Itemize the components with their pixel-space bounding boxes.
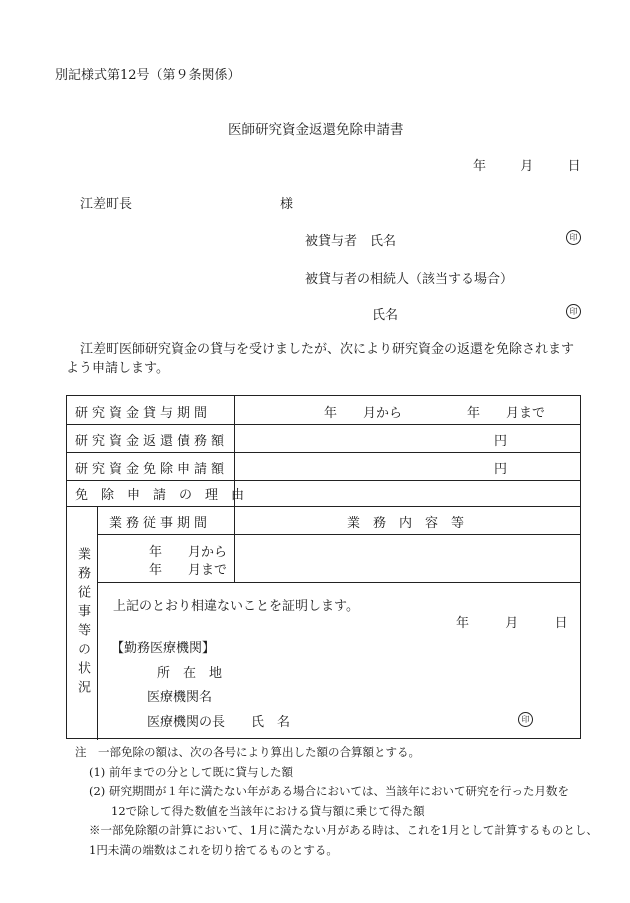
cert-day: 日 (554, 616, 568, 631)
work-to-field[interactable]: 年 月まで (149, 563, 228, 578)
work-from-field[interactable]: 年 月から (149, 545, 228, 560)
addressee-honorific: 様 (280, 197, 294, 212)
application-date (473, 155, 581, 174)
note-rule-line2: 1円未満の端数はこれを切り捨てるものとする。 (89, 842, 338, 857)
intro-paragraph: 江差町医師研究資金の貸与を受けましたが、次により研究資金の返還を免除されますよう申請します。 (66, 342, 575, 376)
notes-section (75, 743, 598, 860)
loan-period-field[interactable]: 年 月から 年 月まで (324, 406, 546, 421)
date-year: 年 (473, 159, 487, 174)
note-head: 注 一部免除の額は、次の各号により算出した額の合算額とする。 (75, 745, 420, 759)
exempt-amount-label: 研究資金免除申請額 (75, 462, 229, 477)
repay-amount-unit: 円 (494, 434, 508, 449)
cert-year: 年 (456, 616, 470, 631)
exempt-amount-unit: 円 (494, 462, 508, 477)
document-title: 医師研究資金返還免除申請書 (228, 122, 404, 138)
heir-label: 被貸与者の相続人（該当する場合） (305, 272, 514, 287)
date-day: 日 (567, 159, 581, 174)
form-number: 別記様式第12号（第９条関係） (55, 68, 241, 83)
note-item-2-line1: (2) 研究期間が１年に満たない年がある場合においては、当該年において研究を行った月数を (89, 784, 569, 798)
borrower-name-label: 被貸与者 氏名 (305, 234, 397, 249)
institution-address-label: 所 在 地 (157, 666, 223, 681)
institution-seal-icon: 印 (518, 712, 533, 727)
work-status-side-label: 業務従事等の状況 (75, 547, 90, 699)
addressee-name: 江差町長 (80, 197, 133, 212)
note-item-1: (1) 前年までの分として既に貸与した額 (89, 764, 293, 779)
institution-head-label: 医療機関の長 氏 名 (147, 715, 291, 730)
application-table (66, 395, 581, 739)
heir-seal-icon: 印 (566, 304, 581, 319)
date-month: 月 (520, 159, 534, 174)
loan-period-label: 研究資金貸与期間 (75, 406, 212, 421)
certify-date (456, 612, 568, 631)
institution-name-label: 医療機関名 (147, 690, 213, 705)
note-rule-line1: ※一部免除額の計算において、1月に満たない月がある時は、これを1月として計算するものとし、 (89, 823, 598, 837)
work-content-header: 業 務 内 容 等 (347, 516, 465, 531)
repay-amount-label: 研究資金返還債務額 (75, 434, 229, 449)
note-item-2-line2: 12で除して得た数値を当該年における貸与額に乗じて得た額 (111, 803, 425, 818)
institution-header: 【勤務医療機関】 (111, 641, 216, 656)
heir-name-label: 氏名 (372, 308, 399, 323)
work-period-header: 業務従事期間 (109, 516, 212, 531)
borrower-seal-icon: 印 (566, 230, 581, 245)
cert-month: 月 (505, 616, 519, 631)
certify-statement: 上記のとおり相違ないことを証明します。 (113, 599, 359, 614)
reason-label: 免除申請の理由 (75, 488, 258, 503)
